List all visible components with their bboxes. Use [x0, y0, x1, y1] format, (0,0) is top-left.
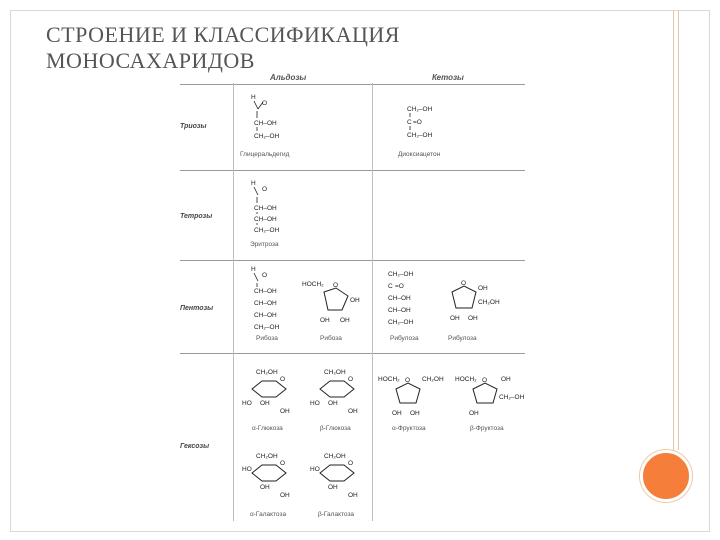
svg-text:CH–OH: CH–OH	[254, 120, 277, 127]
row-rule-2	[180, 260, 525, 261]
svg-text:H: H	[251, 94, 256, 101]
title-line-2: МОНОСАХАРИДОВ	[46, 48, 255, 73]
svg-text:CH–OH: CH–OH	[254, 288, 277, 295]
svg-text:OH: OH	[328, 400, 338, 407]
svg-text:H: H	[251, 266, 256, 273]
svg-text:CH₂OH: CH₂OH	[478, 299, 500, 306]
svg-text:O: O	[262, 186, 268, 193]
svg-text:OH: OH	[348, 408, 358, 415]
svg-text:OH: OH	[469, 410, 479, 417]
svg-text:=O: =O	[413, 119, 422, 126]
svg-text:CH–OH: CH–OH	[388, 295, 411, 302]
svg-text:OH: OH	[280, 408, 290, 415]
svg-text:OH: OH	[501, 376, 511, 383]
svg-text:O: O	[482, 377, 488, 384]
svg-text:O: O	[461, 280, 467, 287]
svg-text:CH₂–OH: CH₂–OH	[254, 133, 280, 140]
row-label-tetroses: Тетрозы	[180, 213, 213, 220]
svg-text:CH₂–OH: CH₂–OH	[407, 132, 433, 139]
svg-text:CH₂OH: CH₂OH	[324, 369, 346, 376]
svg-text:HO: HO	[242, 466, 252, 473]
svg-text:HO: HO	[310, 400, 320, 407]
alpha-glucose-name: α-Глюкоза	[252, 425, 283, 432]
svg-text:CH₂OH: CH₂OH	[256, 369, 278, 376]
header-rule	[180, 84, 525, 85]
alpha-glucose-structure	[240, 367, 305, 422]
svg-text:CH–OH: CH–OH	[254, 312, 277, 319]
beta-galactose-name: β-Галактоза	[318, 511, 355, 518]
svg-text:HO: HO	[242, 400, 252, 407]
header-ketoses: Кетозы	[432, 73, 464, 82]
svg-text:C: C	[388, 283, 393, 290]
dihydroxyacetone-name: Диоксиацетон	[398, 151, 441, 158]
svg-text:CH₂–OH: CH₂–OH	[254, 227, 280, 234]
svg-text:OH: OH	[348, 492, 358, 499]
title-line-1: СТРОЕНИЕ И КЛАССИФИКАЦИЯ	[46, 22, 400, 47]
svg-text:OH: OH	[280, 492, 290, 499]
svg-text:CH₂OH: CH₂OH	[422, 376, 444, 383]
svg-text:O: O	[280, 376, 286, 383]
svg-text:CH₂–OH: CH₂–OH	[254, 324, 280, 331]
svg-text:CH–OH: CH–OH	[388, 307, 411, 314]
beta-fructose-structure	[455, 373, 525, 423]
beta-galactose-structure	[308, 451, 373, 506]
decorative-rail	[673, 10, 674, 450]
svg-text:CH–OH: CH–OH	[254, 205, 277, 212]
svg-text:CH₂–OH: CH₂–OH	[407, 106, 433, 113]
glyceraldehyde-name: Глицеральдегид	[240, 151, 290, 158]
glyceraldehyde-structure	[246, 91, 306, 151]
svg-text:HO: HO	[310, 466, 320, 473]
beta-fructose-name: β-Фруктоза	[470, 425, 504, 432]
svg-text:CH₂–OH: CH₂–OH	[388, 319, 414, 326]
svg-text:CH–OH: CH–OH	[254, 216, 277, 223]
ribose-open-name: Рибоза	[256, 335, 278, 342]
erythrose-name: Эритроза	[250, 241, 279, 248]
row-label-trioses: Триозы	[180, 123, 207, 130]
svg-text:OH: OH	[350, 297, 360, 304]
svg-text:O: O	[348, 376, 354, 383]
svg-text:OH: OH	[260, 400, 270, 407]
slide-title	[46, 22, 646, 74]
ribose-open-structure	[246, 263, 306, 333]
svg-text:OH: OH	[468, 315, 478, 322]
svg-text:=O: =O	[395, 283, 404, 290]
svg-text:OH: OH	[320, 317, 330, 324]
beta-glucose-name: β-Глюкоза	[320, 425, 351, 432]
svg-text:O: O	[405, 377, 411, 384]
svg-text:CH₂OH: CH₂OH	[324, 453, 346, 460]
ribose-ring-name: Рибоза	[320, 335, 342, 342]
svg-text:H: H	[251, 180, 256, 187]
svg-text:OH: OH	[260, 484, 270, 491]
row-rule-3	[180, 353, 525, 354]
monosaccharide-table	[180, 73, 525, 521]
svg-text:CH–OH: CH–OH	[254, 300, 277, 307]
svg-text:OH: OH	[328, 484, 338, 491]
svg-text:O: O	[348, 460, 354, 467]
row-rule-1	[180, 170, 525, 171]
svg-text:OH: OH	[478, 285, 488, 292]
svg-text:O: O	[333, 282, 339, 289]
column-rule-1	[233, 83, 234, 521]
svg-text:HOCH₂: HOCH₂	[378, 376, 400, 383]
svg-text:CH₂–OH: CH₂–OH	[499, 394, 525, 401]
svg-text:C: C	[407, 119, 412, 126]
row-label-hexoses: Гексозы	[180, 443, 210, 450]
ribulose-open-name: Рибулоза	[390, 335, 419, 342]
svg-text:OH: OH	[392, 410, 402, 417]
dihydroxyacetone-structure	[402, 103, 462, 143]
svg-text:CH₂OH: CH₂OH	[256, 453, 278, 460]
row-label-pentoses: Пентозы	[180, 305, 214, 312]
alpha-fructose-structure	[378, 373, 448, 423]
decorative-rail-inner	[678, 10, 679, 450]
svg-text:O: O	[280, 460, 286, 467]
ribulose-ring-structure	[438, 278, 510, 328]
header-aldoses: Альдозы	[270, 73, 307, 82]
svg-text:HOCH₂: HOCH₂	[455, 376, 477, 383]
erythrose-structure	[246, 177, 306, 242]
alpha-galactose-structure	[240, 451, 305, 506]
alpha-fructose-name: α-Фруктоза	[392, 425, 426, 432]
alpha-galactose-name: α-Галактоза	[250, 511, 287, 518]
beta-glucose-structure	[308, 367, 373, 422]
svg-text:HOCH₂: HOCH₂	[302, 281, 324, 288]
svg-text:OH: OH	[340, 317, 350, 324]
svg-text:O: O	[262, 100, 268, 107]
svg-text:OH: OH	[410, 410, 420, 417]
ribulose-ring-name: Рибулоза	[448, 335, 477, 342]
svg-text:CH₂–OH: CH₂–OH	[388, 271, 414, 278]
ribulose-open-structure	[385, 268, 440, 328]
svg-text:OH: OH	[450, 315, 460, 322]
svg-text:O: O	[262, 272, 268, 279]
decorative-circle	[640, 450, 692, 502]
ribose-ring-structure	[302, 278, 367, 328]
